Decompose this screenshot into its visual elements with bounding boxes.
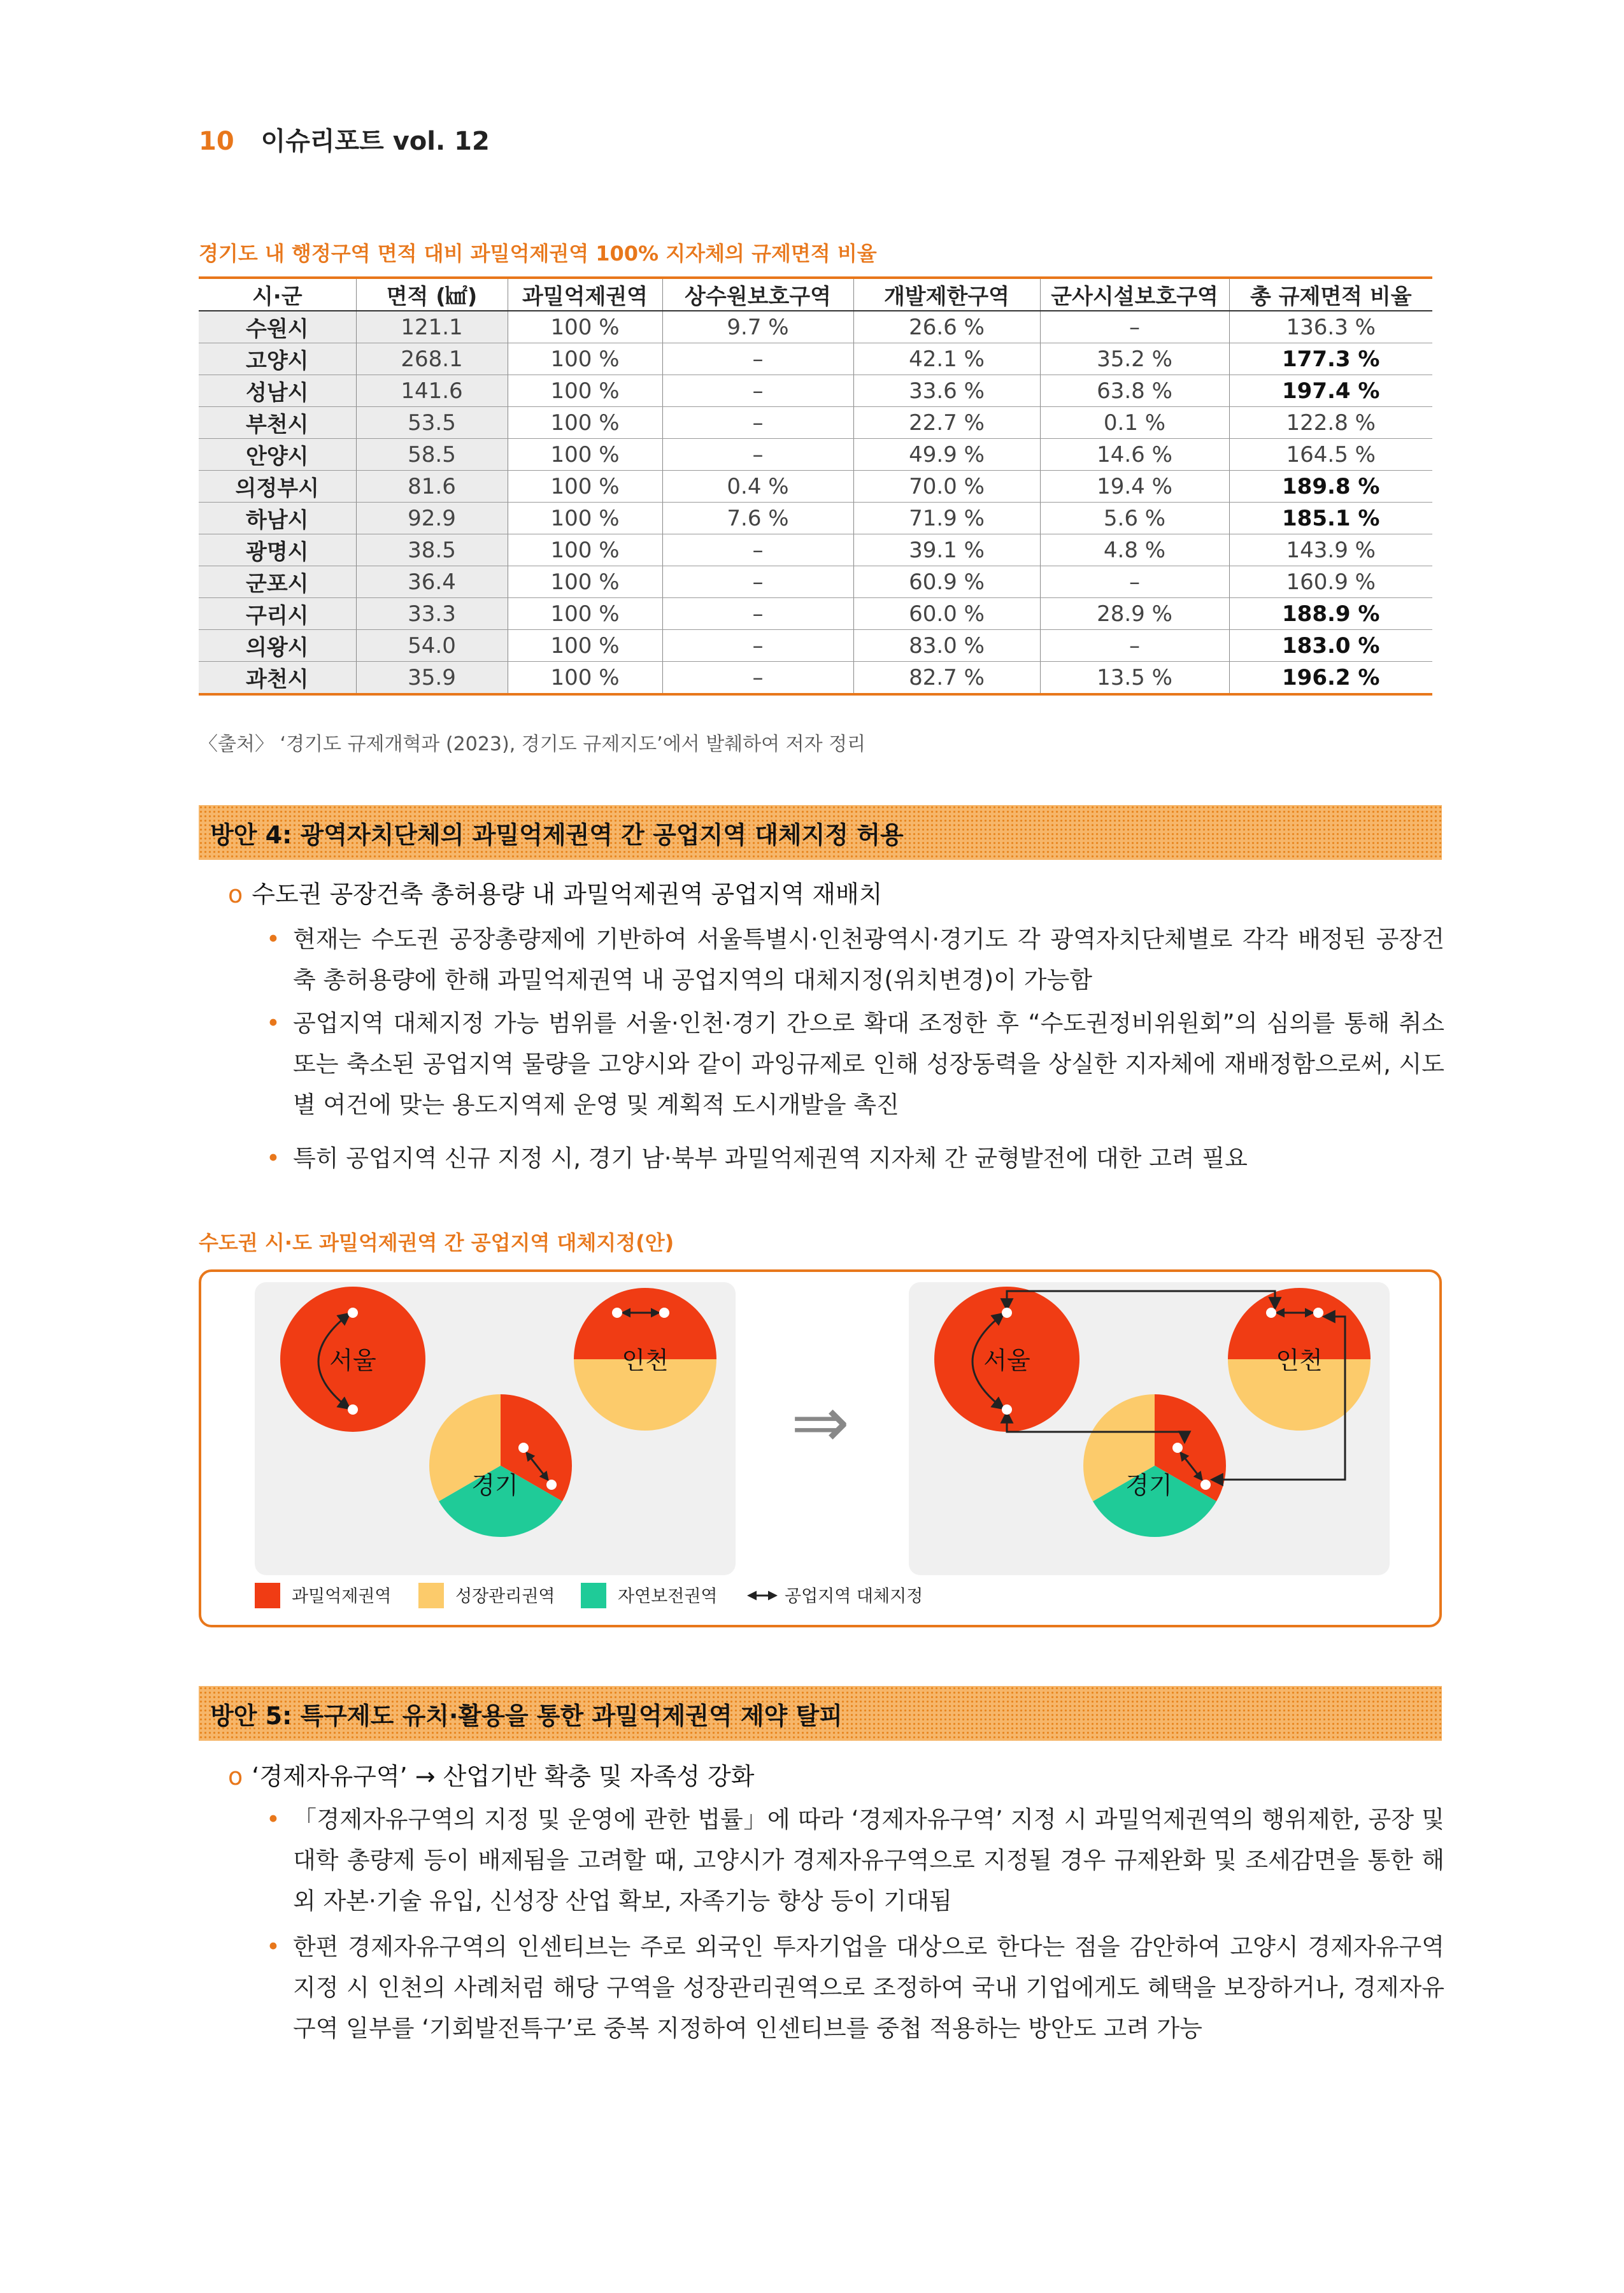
table-cell: –: [1040, 630, 1229, 662]
city-name-cell: 성남시: [199, 375, 356, 407]
table-row: [199, 662, 1432, 695]
table-row: [199, 375, 1432, 407]
table-cell: 63.8 %: [1040, 375, 1229, 407]
legend-swatch-conservation: [581, 1583, 606, 1608]
bullet-text: 특히 공업지역 신규 지정 시, 경기 남·북부 과밀억제권역 지자체 간 균형발전에 대한 고려 필요: [293, 1145, 1248, 1172]
city-name-cell: 의정부시: [199, 471, 356, 503]
city-name-cell: 군포시: [199, 566, 356, 598]
table-source: 〈출처〉 ‘경기도 규제개혁과 (2023), 경기도 규제지도’에서 발췌하여 저자 정리: [199, 733, 866, 755]
site-point: [518, 1443, 529, 1453]
bullet-text: 한편 경제자유구역의 인센티브는 주로 외국인 투자기업을 대상으로 한다는 점을 감안하여 고양시 경제자유구역 지정 시 인천의 사례처럼 해당 구역을 성장관리권역으로 조정하여 국내 기업에게도 혜택을 보장하거나, 경제자유구역 일부를 ‘기회발전특구’로 중복 지정하여 인센티브를 중첩 적용하는 방안도 고려 가능: [293, 1933, 1444, 2042]
bullet-item: [266, 1138, 1444, 1179]
bullet-item: [266, 1003, 1444, 1125]
table-cell: 26.6 %: [853, 311, 1040, 343]
site-point: [546, 1480, 557, 1490]
legend-label: 과밀억제권역: [292, 1587, 392, 1606]
column-header: 상수원보호구역: [662, 278, 853, 311]
table-row: [199, 534, 1432, 566]
table-cell: 7.6 %: [662, 503, 853, 534]
city-name-cell: 과천시: [199, 662, 356, 695]
table-header-row: [199, 278, 1432, 311]
table-cell: –: [662, 343, 853, 375]
table-cell: 100 %: [508, 503, 662, 534]
table-cell: –: [662, 566, 853, 598]
bullet-item: [266, 919, 1444, 1001]
city-name-cell: 구리시: [199, 598, 356, 630]
column-header: 면적 (㎢): [356, 278, 508, 311]
incheon-label: 인천: [622, 1347, 669, 1375]
table-cell: 0.1 %: [1040, 407, 1229, 439]
table-cell: 58.5: [356, 439, 508, 471]
table-cell: 0.4 %: [662, 471, 853, 503]
ring-bullet-icon: o: [228, 1762, 243, 1790]
table-cell: 42.1 %: [853, 343, 1040, 375]
table-cell: 71.9 %: [853, 503, 1040, 534]
table-cell: 38.5: [356, 534, 508, 566]
dot-bullet-icon: •: [266, 1145, 280, 1172]
site-point: [1002, 1308, 1012, 1318]
series-title: 이슈리포트 vol. 12: [260, 127, 490, 156]
table-cell: 81.6: [356, 471, 508, 503]
seoul-label: 서울: [983, 1347, 1030, 1375]
table-cell: 14.6 %: [1040, 439, 1229, 471]
table-row: [199, 343, 1432, 375]
table-row: [199, 630, 1432, 662]
site-point: [1200, 1480, 1211, 1490]
dot-bullet-icon: •: [266, 925, 280, 953]
table-cell: 100 %: [508, 598, 662, 630]
bullet-text: 공업지역 대체지정 가능 범위를 서울·인천·경기 간으로 확대 조정한 후 “수도권정비위원회”의 심의를 통해 취소 또는 축소된 공업지역 물량을 고양시와 같이 과잉규제로 인해 성장동력을 상실한 지자체에 재배정함으로써, 시도별 여건에 맞는 용도지역제 운영 및 계획적 도시개발을 촉진: [293, 1010, 1444, 1118]
table-cell: 141.6: [356, 375, 508, 407]
table-cell: 22.7 %: [853, 407, 1040, 439]
table-cell: –: [662, 375, 853, 407]
table-cell: –: [1040, 311, 1229, 343]
table-cell: 13.5 %: [1040, 662, 1229, 695]
table-cell: 33.3: [356, 598, 508, 630]
legend-swatch-overcrowding: [255, 1583, 280, 1608]
table-cell: 136.3 %: [1229, 311, 1432, 343]
table-cell: –: [662, 630, 853, 662]
city-name-cell: 하남시: [199, 503, 356, 534]
diagram-caption: 수도권 시·도 과밀억제권역 간 공업지역 대체지정(안): [199, 1231, 674, 1255]
city-name-cell: 수원시: [199, 311, 356, 343]
regulation-area-table: [199, 276, 1432, 696]
table-cell: 19.4 %: [1040, 471, 1229, 503]
table-cell: –: [662, 534, 853, 566]
site-point: [659, 1308, 669, 1318]
dot-bullet-icon: •: [266, 1806, 280, 1833]
site-point: [1313, 1308, 1323, 1318]
table-cell: 268.1: [356, 343, 508, 375]
city-name-cell: 광명시: [199, 534, 356, 566]
legend-swatch-growth: [418, 1583, 444, 1608]
ring-bullet-icon: o: [228, 880, 243, 908]
table-cell: 100 %: [508, 630, 662, 662]
legend-label: 공업지역 대체지정: [785, 1587, 923, 1606]
table-cell: 100 %: [508, 311, 662, 343]
table-cell: 185.1 %: [1229, 503, 1432, 534]
section-4-heading: [228, 875, 882, 910]
city-name-cell: 고양시: [199, 343, 356, 375]
table-cell: 100 %: [508, 662, 662, 695]
table-cell: 28.9 %: [1040, 598, 1229, 630]
column-header: 시·군: [199, 278, 356, 311]
table-cell: 60.9 %: [853, 566, 1040, 598]
bullet-text: 현재는 수도권 공장총량제에 기반하여 서울특별시·인천광역시·경기도 각 광역자치단체별로 각각 배정된 공장건축 총허용량에 한해 과밀억제권역 내 공업지역의 대체지정(위치변경)이 가능함: [293, 925, 1444, 994]
city-name-cell: 안양시: [199, 439, 356, 471]
table-cell: 70.0 %: [853, 471, 1040, 503]
table-cell: 35.9: [356, 662, 508, 695]
gyeonggi-label: 경기: [1125, 1471, 1172, 1499]
dot-bullet-icon: •: [266, 1933, 280, 1961]
transition-arrow-icon: ⇒: [790, 1382, 850, 1463]
table-cell: 196.2 %: [1229, 662, 1432, 695]
table-cell: 53.5: [356, 407, 508, 439]
site-point: [612, 1308, 622, 1318]
table-row: [199, 471, 1432, 503]
page-header: [199, 121, 490, 157]
section-5-title: 방안 5: 특구제도 유치·활용을 통한 과밀억제권역 제약 탈피: [199, 1686, 1442, 1741]
table-cell: 183.0 %: [1229, 630, 1432, 662]
legend-label: 성장관리권역: [455, 1587, 555, 1606]
table-cell: 189.8 %: [1229, 471, 1432, 503]
table-row: [199, 503, 1432, 534]
section-4-heading-text: 수도권 공장건축 총허용량 내 과밀억제권역 공업지역 재배치: [252, 880, 883, 908]
dot-bullet-icon: •: [266, 1010, 280, 1037]
site-point: [1172, 1443, 1183, 1453]
site-point: [348, 1404, 358, 1415]
industrial-relocation-diagram: [199, 1269, 1442, 1627]
table-cell: 9.7 %: [662, 311, 853, 343]
site-point: [1002, 1404, 1012, 1415]
column-header: 총 규제면적 비율: [1229, 278, 1432, 311]
table-cell: 122.8 %: [1229, 407, 1432, 439]
table-cell: 100 %: [508, 343, 662, 375]
table-cell: 100 %: [508, 407, 662, 439]
column-header: 과밀억제권역: [508, 278, 662, 311]
table-cell: –: [662, 407, 853, 439]
table-cell: –: [662, 439, 853, 471]
table-cell: 54.0: [356, 630, 508, 662]
table-cell: 100 %: [508, 375, 662, 407]
table-row: [199, 407, 1432, 439]
site-point: [1266, 1308, 1276, 1318]
table-cell: 100 %: [508, 566, 662, 598]
table-cell: 100 %: [508, 439, 662, 471]
site-point: [348, 1308, 358, 1318]
table-cell: 121.1: [356, 311, 508, 343]
city-name-cell: 부천시: [199, 407, 356, 439]
table-row: [199, 598, 1432, 630]
section-5-heading-text: ‘경제자유구역’ → 산업기반 확충 및 자족성 강화: [252, 1762, 755, 1790]
table-cell: 164.5 %: [1229, 439, 1432, 471]
table-cell: 5.6 %: [1040, 503, 1229, 534]
section-4-title: 방안 4: 광역자치단체의 과밀억제권역 간 공업지역 대체지정 허용: [199, 805, 1442, 860]
table-row: [199, 566, 1432, 598]
bullet-text: 「경제자유구역의 지정 및 운영에 관한 법률」에 따라 ‘경제자유구역’ 지정 시 과밀억제권역의 행위제한, 공장 및 대학 총량제 등이 배제됨을 고려할 때, 고양시가 경제자유구역으로 지정될 경우 규제완화 및 조세감면을 통한 해외 자본·기술 유입, 신성장 산업 확보, 자족기능 향상 등이 기대됨: [293, 1806, 1444, 1915]
table-cell: 143.9 %: [1229, 534, 1432, 566]
table-cell: –: [662, 662, 853, 695]
table-cell: 60.0 %: [853, 598, 1040, 630]
table-cell: 4.8 %: [1040, 534, 1229, 566]
table-cell: 39.1 %: [853, 534, 1040, 566]
table-cell: 35.2 %: [1040, 343, 1229, 375]
table-row: [199, 311, 1432, 343]
table-cell: –: [662, 598, 853, 630]
table-caption: 경기도 내 행정구역 면적 대비 과밀억제권역 100% 지자체의 규제면적 비율: [199, 241, 877, 266]
legend-label: 자연보전권역: [618, 1587, 718, 1606]
table-cell: –: [1040, 566, 1229, 598]
page-number: 10: [199, 127, 234, 156]
city-name-cell: 의왕시: [199, 630, 356, 662]
column-header: 개발제한구역: [853, 278, 1040, 311]
section-5-heading: [228, 1757, 754, 1792]
table-row: [199, 439, 1432, 471]
table-cell: 83.0 %: [853, 630, 1040, 662]
gyeonggi-label: 경기: [471, 1471, 518, 1499]
table-cell: 160.9 %: [1229, 566, 1432, 598]
seoul-label: 서울: [329, 1347, 376, 1375]
table-cell: 100 %: [508, 534, 662, 566]
table-cell: 177.3 %: [1229, 343, 1432, 375]
table-cell: 82.7 %: [853, 662, 1040, 695]
table-cell: 49.9 %: [853, 439, 1040, 471]
table-cell: 92.9: [356, 503, 508, 534]
bullet-item: [266, 1927, 1444, 2049]
table-cell: 33.6 %: [853, 375, 1040, 407]
incheon-label: 인천: [1276, 1347, 1323, 1375]
column-header: 군사시설보호구역: [1040, 278, 1229, 311]
bullet-item: [266, 1799, 1444, 1922]
table-cell: 100 %: [508, 471, 662, 503]
table-cell: 197.4 %: [1229, 375, 1432, 407]
table-cell: 36.4: [356, 566, 508, 598]
table-cell: 188.9 %: [1229, 598, 1432, 630]
